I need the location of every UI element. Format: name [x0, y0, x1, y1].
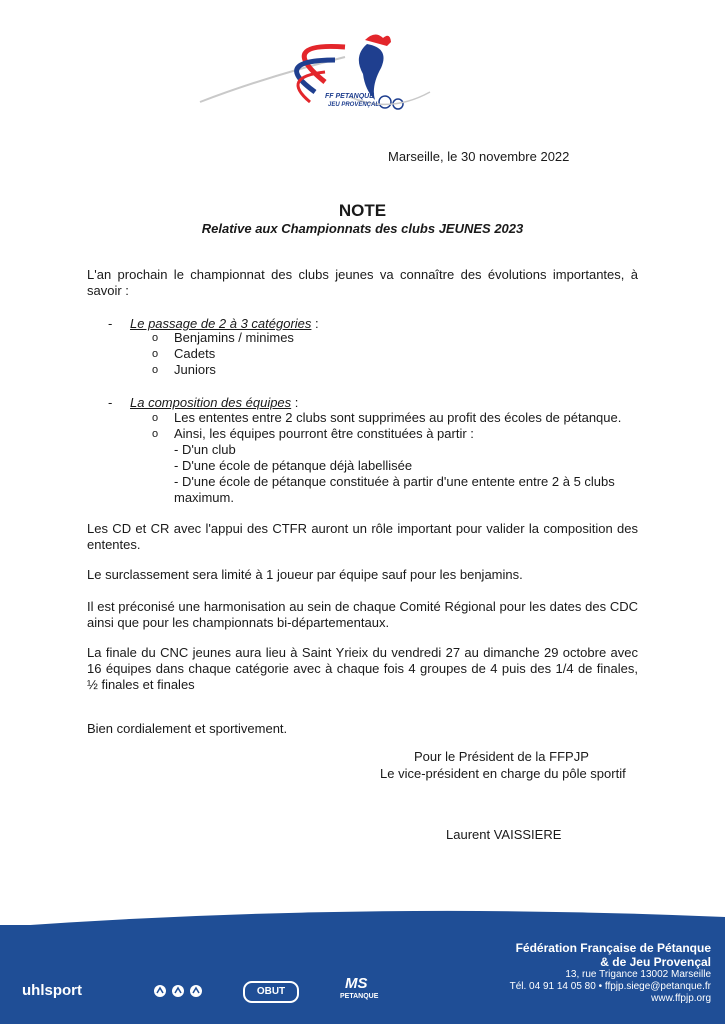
- logo-line2: JEU PROVENÇAL: [328, 102, 380, 108]
- section-1-heading: [130, 316, 319, 331]
- section-2-suffix: :: [291, 395, 299, 410]
- body-paragraph: Il est préconisé une harmonisation au sein de chaque Comité Régional pour les dates des CDC ainsi que pour les championnats bi-départementaux.: [87, 599, 638, 630]
- closing-line: Bien cordialement et sportivement.: [87, 721, 288, 736]
- sponsor-ms: MS: [345, 975, 368, 992]
- federation-name-line1: Fédération Française de Pétanque: [515, 941, 711, 955]
- category-item: Benjamins / minimes: [174, 330, 294, 345]
- sponsor-obut: OBUT: [243, 981, 299, 1003]
- section-1-suffix: :: [311, 316, 319, 331]
- sponsor-uhlsport: uhlsport: [22, 982, 82, 999]
- note-subtitle: Relative aux Championnats des clubs JEUNES 2023: [201, 221, 524, 236]
- federation-name-line2: & de Jeu Provençal: [600, 955, 711, 969]
- section-2-heading: [130, 395, 298, 410]
- federation-address: 13, rue Trigance 13002 Marseille: [565, 969, 711, 980]
- category-item: Cadets: [174, 346, 216, 361]
- sponsor-rings-logo: [152, 983, 204, 999]
- composition-subitem: - D'une école de pétanque déjà labellisée: [174, 458, 413, 473]
- body-paragraph: Le surclassement sera limité à 1 joueur par équipe sauf pour les benjamins.: [87, 567, 523, 582]
- bullet-circle: o: [152, 412, 159, 424]
- bullet-circle: o: [152, 348, 159, 360]
- note-title: NOTE: [338, 201, 387, 220]
- category-item: Juniors: [174, 362, 216, 377]
- signature-line1: Pour le Président de la FFPJP: [414, 749, 589, 764]
- bullet-circle: o: [152, 332, 159, 344]
- logo-line1: FF PETANQUE: [325, 93, 374, 100]
- section-2-dash: -: [108, 395, 113, 410]
- sponsor-ms-subtitle: PETANQUE: [340, 993, 379, 1000]
- ffpjp-logo: [195, 22, 435, 122]
- body-paragraph: La finale du CNC jeunes aura lieu à Saint Yrieix du vendredi 27 au dimanche 29 octobre avec 16 équipes dans chaque catégorie avec à chaque fois 4 groupes de 4 puis des 1/4 de finales, ½ finales et finales: [87, 645, 638, 692]
- signature-line2: Le vice-président en charge du pôle sportif: [380, 766, 626, 781]
- intro-paragraph: L'an prochain le championnat des clubs jeunes va connaître des évolutions importantes, à savoir :: [87, 267, 638, 298]
- section-1-dash: -: [108, 316, 113, 331]
- section-1-label: Le passage de 2 à 3 catégories: [130, 316, 312, 331]
- federation-website: www.ffpjp.org: [651, 993, 711, 1004]
- composition-subitem: - D'une école de pétanque constituée à partir d'une entente entre 2 à 5 clubs maximum.: [174, 474, 615, 505]
- composition-item: Ainsi, les équipes pourront être constituées à partir :: [174, 426, 474, 441]
- footer-bar: [0, 925, 725, 1024]
- letter-date: Marseille, le 30 novembre 2022: [388, 149, 570, 164]
- federation-contact: Tél. 04 91 14 05 80 • ffpjp.siege@petanque.fr: [509, 981, 711, 992]
- composition-subitem: - D'un club: [174, 442, 236, 457]
- signature-name: Laurent VAISSIERE: [446, 827, 562, 842]
- section-2-label: La composition des équipes: [130, 395, 292, 410]
- body-paragraph: Les CD et CR avec l'appui des CTFR auront un rôle important pour valider la composition des ententes.: [87, 521, 638, 552]
- bullet-circle: o: [152, 364, 159, 376]
- composition-item: Les ententes entre 2 clubs sont supprimées au profit des écoles de pétanque.: [174, 410, 622, 425]
- bullet-circle: o: [152, 428, 159, 440]
